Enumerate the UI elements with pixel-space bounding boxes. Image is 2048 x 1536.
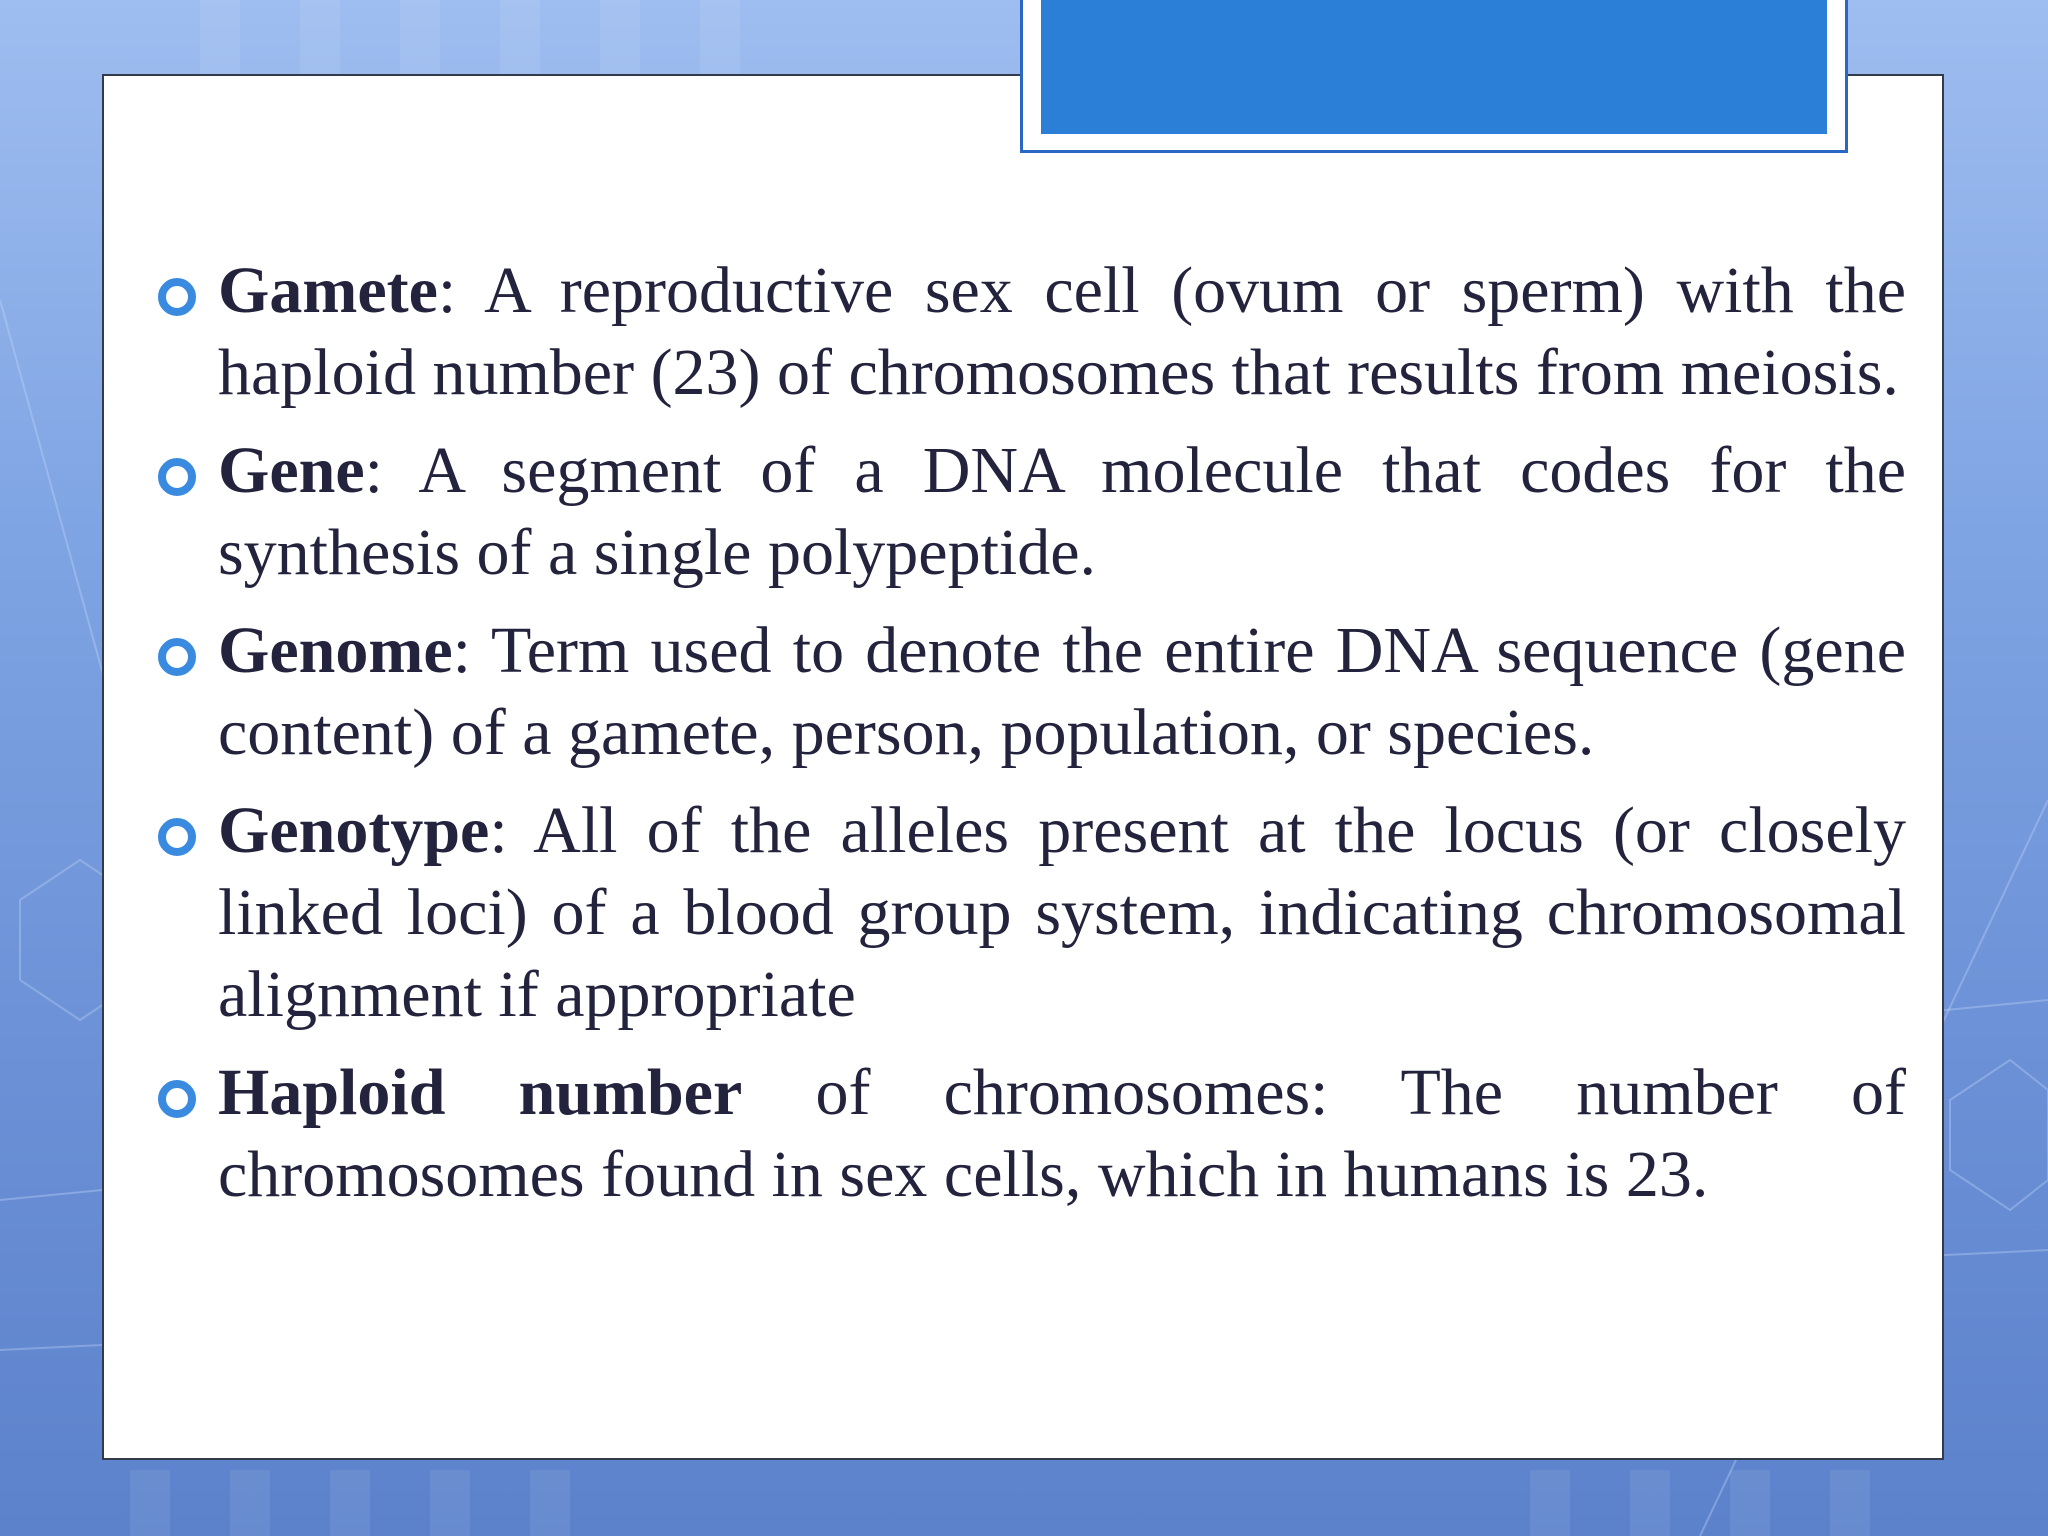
definition-text: A reproductive sex cell (ovum or sperm) with the haploid number (23) of chromosomes that results from meiosis. <box>218 254 1906 409</box>
definition-term: Gene <box>218 434 365 507</box>
list-item <box>158 790 1906 1036</box>
list-item <box>158 430 1906 594</box>
term-separator: : <box>364 434 383 507</box>
list-item <box>158 610 1906 774</box>
definition-term: Gamete <box>218 254 438 327</box>
term-separator: : <box>489 794 508 867</box>
hollow-circle-bullet-icon <box>158 278 196 316</box>
list-item <box>158 1052 1906 1216</box>
definition-text: Term used to denote the entire DNA sequence (gene content) of a gamete, person, population, or species. <box>218 614 1906 769</box>
list-item <box>158 250 1906 414</box>
title-placeholder-box <box>1041 0 1827 134</box>
definition-term: Genome <box>218 614 453 687</box>
hollow-circle-bullet-icon <box>158 818 196 856</box>
definition-text: All of the alleles present at the locus (or closely linked loci) of a blood group system, indicating chromosomal alignment if appropriate <box>218 794 1906 1031</box>
term-separator: : <box>437 254 457 327</box>
definition-text: of chromosomes: The number of chromosomes found in sex cells, which in humans is 23. <box>218 1056 1907 1211</box>
definition-text: A segment of a DNA molecule that codes for the synthesis of a single polypeptide. <box>218 434 1906 589</box>
hollow-circle-bullet-icon <box>158 638 196 676</box>
term-separator: : <box>452 614 471 687</box>
definition-term: Haploid number <box>218 1056 743 1129</box>
hollow-circle-bullet-icon <box>158 1080 196 1118</box>
hollow-circle-bullet-icon <box>158 458 196 496</box>
definition-term: Genotype <box>218 794 490 867</box>
definition-list <box>158 250 1906 1232</box>
